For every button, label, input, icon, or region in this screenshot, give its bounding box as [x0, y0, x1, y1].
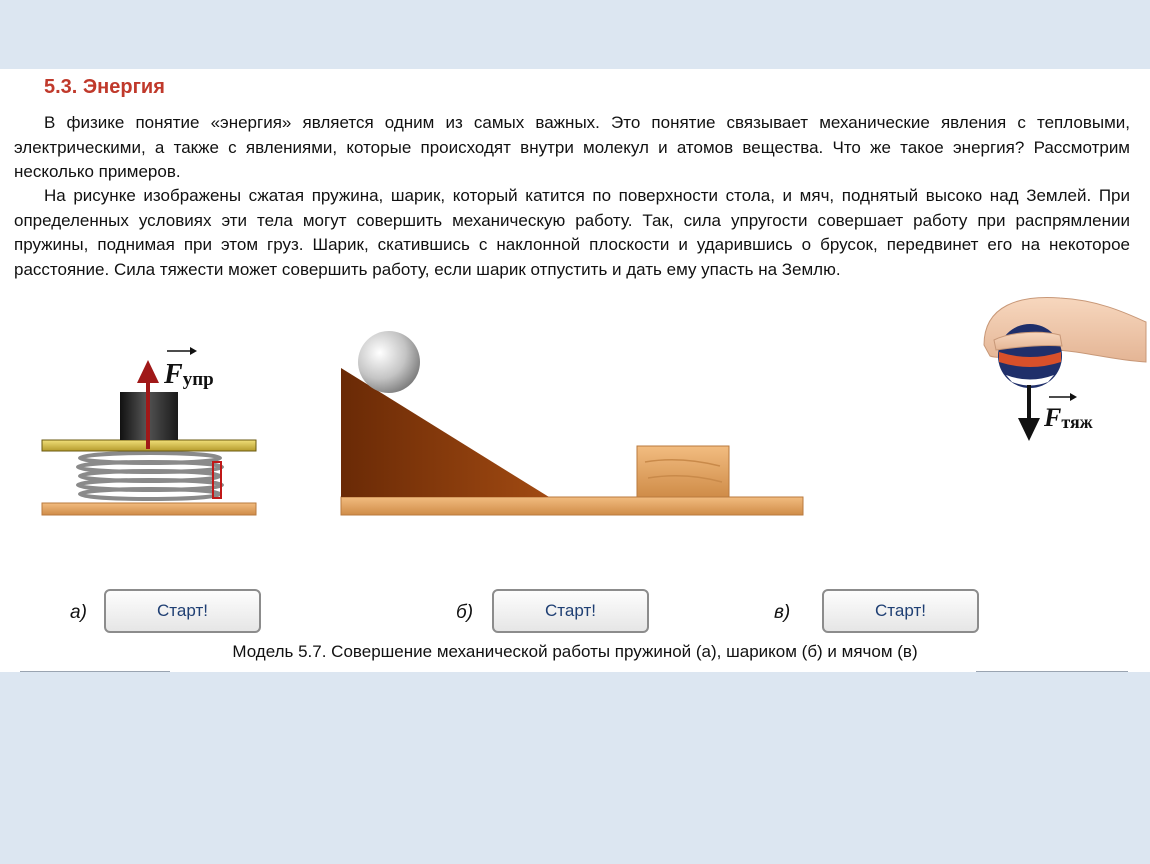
section-title: 5.3. Энергия [44, 76, 165, 98]
start-button-spring[interactable]: Старт! [104, 589, 261, 633]
spring-base-board [42, 503, 256, 515]
model-label-b: б) [456, 602, 474, 623]
start-button-ramp[interactable]: Старт! [492, 589, 649, 633]
divider-left [20, 671, 170, 672]
gravity-force-label: Fтяж [1044, 403, 1093, 432]
gravity-force-arrowhead [1018, 418, 1040, 441]
figure-caption: Модель 5.7. Совершение механической работы пружиной (а), шариком (б) и мячом (в) [232, 642, 918, 661]
model-label-a: а) [70, 602, 87, 623]
paragraph-examples: На рисунке изображены сжатая пружина, шарик, который катится по поверхности стола, и мяч, поднятый высоко над Землей. При определенных условиях эти тела могут совершить механическую работу. Так, сила упругости совершает работу при распрямлении пружины, поднимая при этом груз. Шарик, скатившись с наклонной плоскости и ударившись о брусок, передвинет его на некоторое расстояние. Сила тяжести может совершить работу, если шарик отпустить и дать ему упасть на Землю. [14, 186, 1130, 279]
rolling-ball [358, 331, 420, 393]
elastic-force-label: Fупр [164, 359, 214, 390]
wooden-block [637, 446, 729, 497]
falling-ball-model [984, 298, 1146, 441]
compressed-spring [78, 453, 222, 499]
spring-model [42, 347, 256, 515]
model-label-c: в) [774, 602, 791, 623]
table-board [341, 497, 803, 515]
paragraph-intro: В физике понятие «энергия» является одним из самых важных. Это понятие связывает механические явления с тепловыми, электрическими, а также с явлениями, которые происходят внутри молекул и атомов вещества. Что же такое энергия? Рассмотрим несколько примеров. [14, 113, 1130, 181]
ramp-model [341, 331, 803, 515]
start-button-ball[interactable]: Старт! [822, 589, 979, 633]
elastic-force-arrowhead [137, 360, 159, 383]
divider-right [976, 671, 1128, 672]
